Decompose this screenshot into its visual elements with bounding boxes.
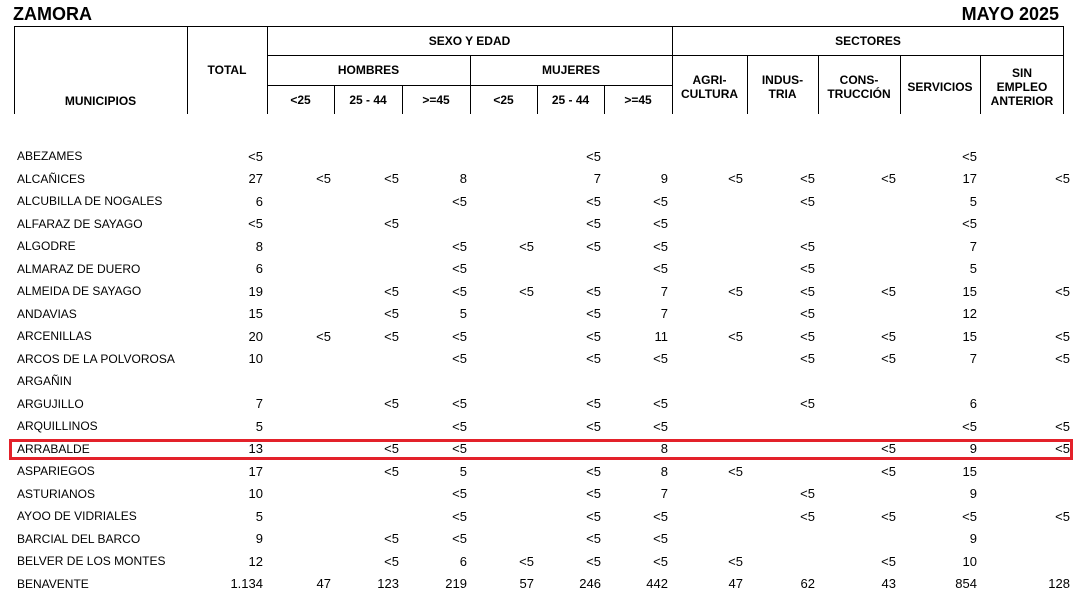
header-total: TOTAL xyxy=(207,63,247,77)
cell-mujeres-25-44 xyxy=(539,370,606,393)
cell-hombres-ge45 xyxy=(404,145,472,168)
header-industria: INDUS- TRIA xyxy=(761,72,804,101)
cell-hombres-ge45: <5 xyxy=(452,441,467,457)
cell-mujeres-25-44: 7 xyxy=(593,171,601,187)
cell-construccion: <5 xyxy=(881,171,896,187)
cell-mujeres-lt25 xyxy=(472,145,539,168)
cell-municipio: BARCIAL DEL BARCO xyxy=(17,531,141,546)
cell-agricultura: <5 xyxy=(728,553,743,569)
cell-industria: <5 xyxy=(800,508,815,524)
table-row xyxy=(0,348,1075,371)
cell-construccion: <5 xyxy=(881,508,896,524)
cell-industria: <5 xyxy=(800,306,815,322)
cell-construccion: 43 xyxy=(881,576,896,592)
table-row xyxy=(0,573,1075,596)
cell-industria: <5 xyxy=(800,238,815,254)
cell-mujeres-lt25 xyxy=(472,258,539,281)
cell-mujeres-ge45: 8 xyxy=(660,463,668,479)
cell-hombres-25-44: <5 xyxy=(384,531,399,547)
cell-construccion: <5 xyxy=(881,283,896,299)
cell-construccion xyxy=(820,235,901,258)
cell-industria xyxy=(748,528,820,551)
table-row xyxy=(0,393,1075,416)
header-sexo-edad: SEXO Y EDAD xyxy=(428,34,511,48)
cell-hombres-ge45: 6 xyxy=(459,553,467,569)
cell-sin-empleo xyxy=(982,303,1075,326)
cell-agricultura xyxy=(673,415,748,438)
cell-construccion: <5 xyxy=(881,328,896,344)
cell-mujeres-lt25 xyxy=(472,303,539,326)
cell-total: 1.134 xyxy=(230,576,263,592)
cell-mujeres-ge45 xyxy=(606,370,673,393)
cell-agricultura: <5 xyxy=(728,171,743,187)
cell-mujeres-lt25: 57 xyxy=(519,576,534,592)
cell-total: 10 xyxy=(248,351,263,367)
cell-servicios: 9 xyxy=(969,531,977,547)
cell-construccion: <5 xyxy=(881,441,896,457)
cell-industria: 62 xyxy=(800,576,815,592)
cell-total: 9 xyxy=(255,531,263,547)
cell-servicios: <5 xyxy=(962,148,977,164)
cell-servicios: 9 xyxy=(969,486,977,502)
cell-hombres-lt25 xyxy=(268,348,336,371)
cell-mujeres-25-44: <5 xyxy=(586,531,601,547)
cell-hombres-25-44: <5 xyxy=(384,441,399,457)
cell-industria xyxy=(748,370,820,393)
cell-municipio: ASPARIEGOS xyxy=(17,464,95,479)
cell-hombres-25-44 xyxy=(336,190,404,213)
cell-construccion xyxy=(820,370,901,393)
cell-hombres-ge45: 5 xyxy=(459,463,467,479)
cell-mujeres-ge45: <5 xyxy=(653,238,668,254)
cell-industria xyxy=(748,213,820,236)
cell-sin-empleo xyxy=(982,370,1075,393)
cell-hombres-lt25 xyxy=(268,213,336,236)
cell-servicios xyxy=(901,370,982,393)
cell-total: <5 xyxy=(248,216,263,232)
cell-agricultura xyxy=(673,528,748,551)
cell-total: 19 xyxy=(248,283,263,299)
cell-servicios: 9 xyxy=(969,441,977,457)
table-row xyxy=(0,190,1075,213)
cell-hombres-25-44 xyxy=(336,483,404,506)
cell-industria: <5 xyxy=(800,261,815,277)
cell-agricultura: <5 xyxy=(728,463,743,479)
cell-total: 6 xyxy=(255,193,263,209)
table-row xyxy=(0,235,1075,258)
cell-agricultura xyxy=(673,258,748,281)
cell-mujeres-25-44: <5 xyxy=(586,193,601,209)
cell-hombres-25-44: <5 xyxy=(384,328,399,344)
cell-construccion: <5 xyxy=(881,553,896,569)
cell-hombres-lt25 xyxy=(268,505,336,528)
cell-mujeres-25-44: <5 xyxy=(586,306,601,322)
table-row xyxy=(0,303,1075,326)
cell-construccion xyxy=(820,528,901,551)
table-row xyxy=(0,258,1075,281)
cell-mujeres-25-44: <5 xyxy=(586,486,601,502)
table-row xyxy=(0,505,1075,528)
cell-servicios: 6 xyxy=(969,396,977,412)
cell-mujeres-25-44: <5 xyxy=(586,553,601,569)
cell-construccion xyxy=(820,415,901,438)
cell-municipio: ARCENILLAS xyxy=(17,329,92,344)
cell-construccion xyxy=(820,213,901,236)
cell-servicios: <5 xyxy=(962,216,977,232)
cell-agricultura xyxy=(673,393,748,416)
cell-sin-empleo: <5 xyxy=(1055,328,1070,344)
cell-sin-empleo: <5 xyxy=(1055,418,1070,434)
cell-agricultura xyxy=(673,213,748,236)
cell-mujeres-25-44: <5 xyxy=(586,396,601,412)
cell-mujeres-lt25 xyxy=(472,415,539,438)
cell-sin-empleo xyxy=(982,483,1075,506)
cell-sin-empleo xyxy=(982,213,1075,236)
cell-sin-empleo xyxy=(982,190,1075,213)
cell-mujeres-lt25: <5 xyxy=(519,238,534,254)
cell-servicios: <5 xyxy=(962,418,977,434)
table-row xyxy=(0,528,1075,551)
cell-mujeres-ge45: <5 xyxy=(653,508,668,524)
period-title: MAYO 2025 xyxy=(961,4,1059,24)
cell-hombres-lt25 xyxy=(268,370,336,393)
cell-hombres-25-44: <5 xyxy=(384,216,399,232)
cell-hombres-lt25 xyxy=(268,415,336,438)
header-sectores: SECTORES xyxy=(835,34,901,48)
cell-sin-empleo xyxy=(982,550,1075,573)
cell-agricultura xyxy=(673,483,748,506)
cell-total: 5 xyxy=(255,508,263,524)
cell-sin-empleo: 128 xyxy=(1048,576,1070,592)
cell-total: 20 xyxy=(248,328,263,344)
cell-hombres-ge45: <5 xyxy=(452,193,467,209)
header-municipios: MUNICIPIOS xyxy=(64,94,137,108)
cell-municipio: ALMEIDA DE SAYAGO xyxy=(17,284,142,299)
cell-servicios: 7 xyxy=(969,238,977,254)
cell-industria: <5 xyxy=(800,193,815,209)
cell-industria: <5 xyxy=(800,283,815,299)
table-row xyxy=(0,213,1075,236)
cell-hombres-25-44: 123 xyxy=(377,576,399,592)
cell-hombres-ge45: <5 xyxy=(452,328,467,344)
cell-hombres-25-44 xyxy=(336,235,404,258)
cell-construccion xyxy=(820,258,901,281)
cell-hombres-ge45 xyxy=(404,370,472,393)
cell-total: 5 xyxy=(255,418,263,434)
cell-mujeres-lt25 xyxy=(472,348,539,371)
cell-hombres-ge45: <5 xyxy=(452,396,467,412)
cell-agricultura xyxy=(673,370,748,393)
cell-municipio: ARRABALDE xyxy=(17,441,90,456)
cell-municipio: ARCOS DE LA POLVOROSA xyxy=(17,351,175,366)
cell-hombres-25-44: <5 xyxy=(384,283,399,299)
cell-mujeres-lt25: <5 xyxy=(519,553,534,569)
cell-industria: <5 xyxy=(800,486,815,502)
cell-hombres-ge45: <5 xyxy=(452,351,467,367)
table-row xyxy=(0,325,1075,348)
cell-hombres-ge45: <5 xyxy=(452,238,467,254)
cell-sin-empleo xyxy=(982,528,1075,551)
cell-municipio: AYOO DE VIDRIALES xyxy=(17,509,137,524)
cell-total: 8 xyxy=(255,238,263,254)
table-row xyxy=(0,280,1075,303)
header-mujeres: MUJERES xyxy=(541,63,600,77)
cell-agricultura: <5 xyxy=(728,328,743,344)
cell-total: 6 xyxy=(255,261,263,277)
cell-servicios: 15 xyxy=(962,463,977,479)
table-row xyxy=(0,168,1075,191)
cell-hombres-ge45: 8 xyxy=(459,171,467,187)
cell-industria xyxy=(748,145,820,168)
cell-municipio: BENAVENTE xyxy=(17,576,89,591)
cell-mujeres-25-44: <5 xyxy=(586,328,601,344)
cell-mujeres-25-44: <5 xyxy=(586,351,601,367)
cell-mujeres-ge45: 7 xyxy=(660,306,668,322)
cell-municipio: ARGUJILLO xyxy=(17,396,84,411)
cell-mujeres-25-44: <5 xyxy=(586,418,601,434)
cell-mujeres-25-44: <5 xyxy=(586,508,601,524)
cell-mujeres-ge45: 9 xyxy=(660,171,668,187)
cell-servicios: 15 xyxy=(962,328,977,344)
cell-total: 15 xyxy=(248,306,263,322)
cell-hombres-lt25 xyxy=(268,393,336,416)
header-agricultura: AGRI- CULTURA xyxy=(680,72,739,101)
cell-sin-empleo: <5 xyxy=(1055,508,1070,524)
cell-hombres-25-44: <5 xyxy=(384,463,399,479)
cell-hombres-lt25: 47 xyxy=(316,576,331,592)
cell-mujeres-25-44: <5 xyxy=(586,238,601,254)
cell-mujeres-ge45: <5 xyxy=(653,261,668,277)
cell-hombres-lt25: <5 xyxy=(316,328,331,344)
cell-industria xyxy=(748,550,820,573)
cell-hombres-ge45: <5 xyxy=(452,531,467,547)
table-row xyxy=(0,415,1075,438)
cell-hombres-25-44: <5 xyxy=(384,306,399,322)
cell-hombres-lt25 xyxy=(268,550,336,573)
cell-mujeres-lt25 xyxy=(472,190,539,213)
cell-hombres-25-44 xyxy=(336,145,404,168)
cell-total: <5 xyxy=(248,148,263,164)
cell-industria: <5 xyxy=(800,171,815,187)
cell-mujeres-lt25 xyxy=(472,370,539,393)
cell-municipio: ALCAÑICES xyxy=(17,171,86,186)
cell-mujeres-ge45: <5 xyxy=(653,351,668,367)
cell-hombres-ge45 xyxy=(404,213,472,236)
cell-mujeres-lt25 xyxy=(472,393,539,416)
cell-mujeres-ge45: <5 xyxy=(653,396,668,412)
cell-mujeres-ge45: <5 xyxy=(653,216,668,232)
cell-hombres-25-44 xyxy=(336,258,404,281)
cell-sin-empleo: <5 xyxy=(1055,171,1070,187)
cell-hombres-lt25 xyxy=(268,235,336,258)
cell-municipio: ASTURIANOS xyxy=(17,486,96,501)
cell-total: 10 xyxy=(248,486,263,502)
cell-sin-empleo: <5 xyxy=(1055,351,1070,367)
table-header xyxy=(14,26,1064,114)
cell-servicios: 12 xyxy=(962,306,977,322)
cell-agricultura xyxy=(673,303,748,326)
cell-sin-empleo: <5 xyxy=(1055,441,1070,457)
cell-hombres-lt25 xyxy=(268,528,336,551)
cell-agricultura xyxy=(673,235,748,258)
cell-municipio: ALGODRE xyxy=(17,239,76,254)
cell-hombres-25-44 xyxy=(336,415,404,438)
cell-total: 27 xyxy=(248,171,263,187)
cell-sin-empleo xyxy=(982,235,1075,258)
header-mujeres-lt25: <25 xyxy=(493,93,514,107)
cell-total: 12 xyxy=(248,553,263,569)
cell-mujeres-ge45: <5 xyxy=(653,193,668,209)
cell-mujeres-lt25 xyxy=(472,460,539,483)
cell-industria: <5 xyxy=(800,351,815,367)
cell-hombres-lt25 xyxy=(268,190,336,213)
cell-mujeres-lt25 xyxy=(472,528,539,551)
cell-mujeres-ge45: 7 xyxy=(660,283,668,299)
cell-construccion: <5 xyxy=(881,463,896,479)
cell-construccion xyxy=(820,483,901,506)
cell-municipio: ARQUILLINOS xyxy=(17,419,98,434)
table-row xyxy=(0,550,1075,573)
cell-hombres-ge45: <5 xyxy=(452,283,467,299)
cell-agricultura xyxy=(673,190,748,213)
table-row xyxy=(0,370,1075,393)
cell-mujeres-ge45: 7 xyxy=(660,486,668,502)
cell-industria: <5 xyxy=(800,396,815,412)
cell-agricultura: 47 xyxy=(728,576,743,592)
municipios-table xyxy=(0,145,1075,595)
table-row xyxy=(0,145,1075,168)
cell-hombres-ge45: 219 xyxy=(445,576,467,592)
cell-hombres-ge45: <5 xyxy=(452,418,467,434)
header-sin-empleo: SIN EMPLEO ANTERIOR xyxy=(990,65,1054,108)
cell-construccion xyxy=(820,190,901,213)
cell-total: 7 xyxy=(255,396,263,412)
cell-agricultura xyxy=(673,348,748,371)
cell-mujeres-ge45: 11 xyxy=(654,328,668,344)
cell-hombres-lt25 xyxy=(268,258,336,281)
cell-agricultura: <5 xyxy=(728,283,743,299)
header-mujeres-25-44: 25 - 44 xyxy=(551,93,590,107)
cell-industria xyxy=(748,415,820,438)
cell-hombres-lt25 xyxy=(268,483,336,506)
cell-mujeres-lt25: <5 xyxy=(519,283,534,299)
header-construccion: CONS- TRUCCIÓN xyxy=(827,72,891,101)
cell-municipio: ALFARAZ DE SAYAGO xyxy=(17,216,143,231)
cell-construccion xyxy=(820,303,901,326)
cell-hombres-ge45: 5 xyxy=(459,306,467,322)
cell-hombres-25-44: <5 xyxy=(384,171,399,187)
cell-construccion xyxy=(820,393,901,416)
cell-sin-empleo xyxy=(982,460,1075,483)
cell-mujeres-25-44: <5 xyxy=(586,216,601,232)
cell-mujeres-ge45: <5 xyxy=(653,418,668,434)
cell-municipio: ARGAÑIN xyxy=(17,374,72,389)
header-hombres-lt25: <25 xyxy=(290,93,311,107)
cell-mujeres-ge45 xyxy=(606,145,673,168)
cell-servicios: 10 xyxy=(962,553,977,569)
cell-hombres-ge45: <5 xyxy=(452,508,467,524)
cell-mujeres-lt25 xyxy=(472,213,539,236)
cell-hombres-25-44 xyxy=(336,505,404,528)
header-mujeres-ge45: >=45 xyxy=(624,93,652,107)
cell-servicios: 5 xyxy=(969,261,977,277)
cell-industria: <5 xyxy=(800,328,815,344)
cell-servicios: <5 xyxy=(962,508,977,524)
table-row xyxy=(0,483,1075,506)
cell-mujeres-ge45: <5 xyxy=(653,531,668,547)
highlight-box-arrabalde xyxy=(9,439,1073,460)
cell-mujeres-ge45: <5 xyxy=(653,553,668,569)
cell-mujeres-25-44: <5 xyxy=(586,463,601,479)
cell-construccion: <5 xyxy=(881,351,896,367)
cell-hombres-lt25 xyxy=(268,303,336,326)
cell-total: 17 xyxy=(248,463,263,479)
cell-mujeres-lt25 xyxy=(472,325,539,348)
cell-hombres-lt25 xyxy=(268,460,336,483)
cell-industria xyxy=(748,460,820,483)
header-hombres-ge45: >=45 xyxy=(422,93,450,107)
cell-hombres-lt25 xyxy=(268,145,336,168)
cell-hombres-25-44: <5 xyxy=(384,553,399,569)
cell-servicios: 7 xyxy=(969,351,977,367)
cell-construccion xyxy=(820,145,901,168)
header-hombres-25-44: 25 - 44 xyxy=(349,93,387,107)
header-hombres: HOMBRES xyxy=(337,63,400,77)
cell-mujeres-25-44: <5 xyxy=(586,283,601,299)
cell-municipio: ABEZAMES xyxy=(17,149,83,164)
cell-mujeres-lt25 xyxy=(472,483,539,506)
cell-hombres-25-44: <5 xyxy=(384,396,399,412)
header-servicios: SERVICIOS xyxy=(907,79,973,94)
table-row xyxy=(0,460,1075,483)
cell-municipio: BELVER DE LOS MONTES xyxy=(17,554,166,569)
cell-sin-empleo xyxy=(982,393,1075,416)
cell-sin-empleo: <5 xyxy=(1055,283,1070,299)
cell-mujeres-lt25 xyxy=(472,505,539,528)
cell-hombres-lt25 xyxy=(268,280,336,303)
cell-servicios: 15 xyxy=(962,283,977,299)
cell-total: 13 xyxy=(248,441,263,457)
cell-sin-empleo xyxy=(982,145,1075,168)
province-title: ZAMORA xyxy=(13,4,92,24)
cell-municipio: ANDAVIAS xyxy=(17,306,77,321)
cell-servicios: 17 xyxy=(962,171,977,187)
cell-municipio: ALCUBILLA DE NOGALES xyxy=(17,194,163,209)
cell-mujeres-25-44: 246 xyxy=(579,576,601,592)
cell-mujeres-lt25 xyxy=(472,168,539,191)
cell-agricultura xyxy=(673,505,748,528)
cell-sin-empleo xyxy=(982,258,1075,281)
cell-mujeres-25-44: <5 xyxy=(586,148,601,164)
cell-hombres-lt25: <5 xyxy=(316,171,331,187)
cell-hombres-25-44 xyxy=(336,348,404,371)
cell-servicios: 5 xyxy=(969,193,977,209)
cell-mujeres-ge45: 8 xyxy=(660,441,668,457)
cell-mujeres-25-44 xyxy=(539,258,606,281)
cell-hombres-25-44 xyxy=(336,370,404,393)
cell-total xyxy=(212,370,268,393)
cell-mujeres-ge45: 442 xyxy=(646,576,668,592)
cell-municipio: ALMARAZ DE DUERO xyxy=(17,261,141,276)
cell-hombres-ge45: <5 xyxy=(452,261,467,277)
cell-hombres-ge45: <5 xyxy=(452,486,467,502)
cell-agricultura xyxy=(673,145,748,168)
cell-servicios: 854 xyxy=(955,576,977,592)
